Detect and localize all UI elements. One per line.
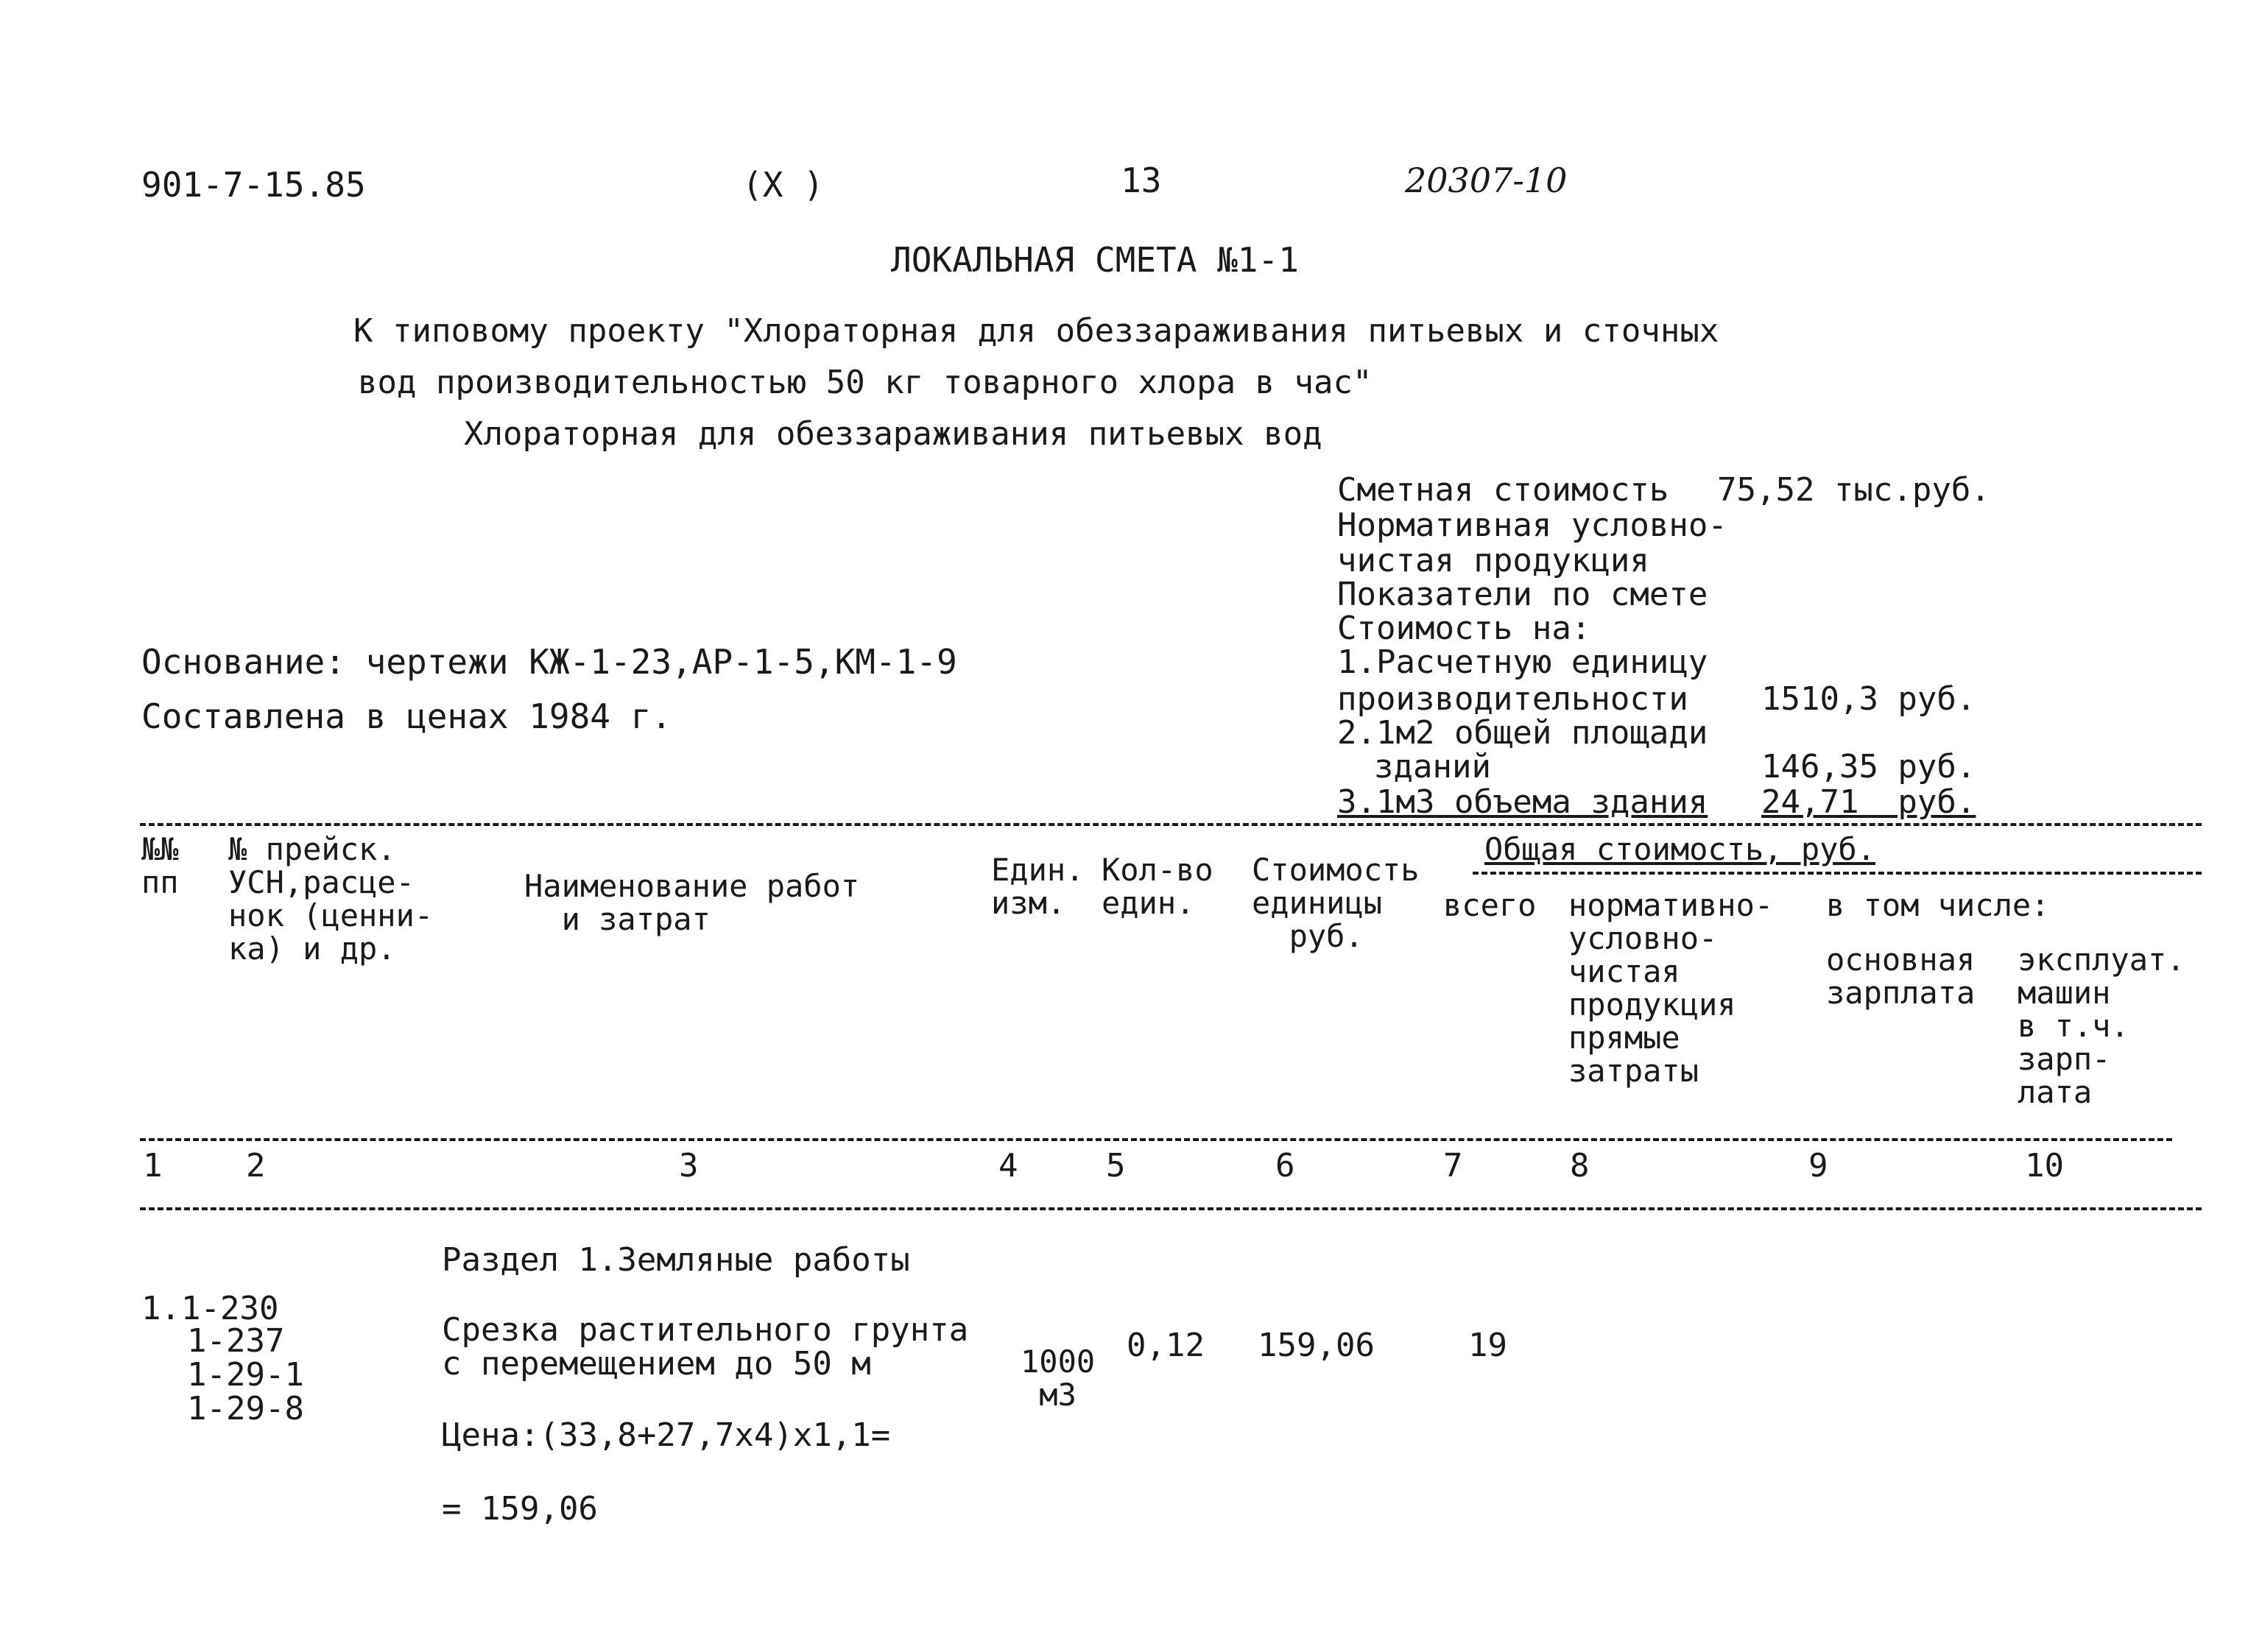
- row-unit: 1000 м3: [1021, 1344, 1096, 1413]
- col-header-code: № прейск. УСН,расце- нок (ценни- ка) и др.: [228, 831, 434, 967]
- column-number: 6: [1275, 1147, 1295, 1185]
- col-header-salary: основная зарплата: [1826, 942, 1976, 1011]
- indicator-line: зданий: [1374, 748, 1491, 786]
- row-code: 1-230: [181, 1290, 279, 1327]
- indicator-line: 3.1м3 объема здания: [1337, 783, 1708, 821]
- indicator-value: 146,35 руб.: [1761, 748, 1976, 786]
- col-header-unit: Един. изм.: [991, 852, 1085, 921]
- row-price-calc: Цена:(33,8+27,7х4)х1,1=: [442, 1416, 891, 1454]
- col-header-machines: эксплуат. машин в т.ч. зарп- лата: [2018, 942, 2185, 1110]
- row-work-name: Срезка растительного грунта с перемещением до 50 м: [442, 1311, 969, 1383]
- indicator-value: 24,71 руб.: [1761, 783, 1976, 821]
- indicator-line: Нормативная условно-: [1337, 506, 1727, 544]
- indicator-line: 1.Расчетную единицу: [1337, 643, 1708, 681]
- album-marker: (X ): [742, 165, 824, 205]
- header-bottom-rule: [140, 1138, 2172, 1141]
- project-line-1: К типовому проекту "Хлораторная для обеззараживания питьевых и сточных: [353, 312, 1719, 350]
- indicator-line: 2.1м2 общей площади: [1337, 714, 1708, 752]
- col-header-qty: Кол-во един.: [1102, 852, 1213, 921]
- col-header-number: №№ пп: [141, 831, 179, 900]
- estimated-cost-label: Сметная стоимость: [1337, 471, 1669, 509]
- col-header-normative: нормативно- условно- чистая продукция прямые затраты: [1568, 887, 1774, 1089]
- row-code: 1-29-8: [187, 1390, 304, 1427]
- column-number: 1: [143, 1147, 163, 1185]
- indicator-line: Стоимость на:: [1337, 610, 1591, 647]
- project-line-2: вод производительностью 50 кг товарного хлора в час": [358, 364, 1373, 401]
- row-unit-price: 159,06: [1258, 1327, 1375, 1364]
- numbers-bottom-rule: [140, 1207, 2202, 1210]
- indicator-value: 1510,3 руб.: [1761, 680, 1976, 718]
- column-number: 3: [679, 1147, 699, 1185]
- col-header-total-group: Общая стоимость, руб.: [1484, 831, 1876, 867]
- handwritten-note: 20307-10: [1405, 160, 1568, 200]
- row-code: 1-237: [187, 1322, 285, 1360]
- col-header-name: Наименование работ и затрат: [524, 868, 860, 937]
- column-number: 4: [998, 1147, 1018, 1185]
- row-number: 1.: [141, 1290, 180, 1327]
- document-code: 901-7-15.85: [141, 165, 366, 205]
- column-number: 5: [1106, 1147, 1126, 1185]
- page-number: 13: [1121, 160, 1162, 200]
- row-qty: 0,12: [1127, 1327, 1205, 1364]
- table-top-rule: [140, 823, 2202, 826]
- col-header-unit-price: Стоимость единицы руб.: [1252, 852, 1420, 954]
- col-header-total: всего: [1443, 887, 1537, 923]
- project-subtitle: Хлораторная для обеззараживания питьевых вод: [464, 415, 1322, 453]
- column-number: 10: [2025, 1147, 2064, 1185]
- row-total: 19: [1468, 1327, 1507, 1364]
- section-title: Раздел 1.Земляные работы: [442, 1241, 910, 1279]
- basis-drawings: Основание: чертежи КЖ-1-23,АР-1-5,КМ-1-9: [141, 642, 957, 682]
- basis-prices: Составлена в ценах 1984 г.: [141, 696, 672, 736]
- row-code: 1-29-1: [187, 1356, 304, 1394]
- indicator-line: производительности: [1337, 680, 1688, 718]
- indicator-line: чистая продукция: [1337, 542, 1649, 579]
- col-header-including: в том числе:: [1826, 887, 2050, 923]
- column-number: 9: [1808, 1147, 1828, 1185]
- estimated-cost-value: 75,52 тыс.руб.: [1717, 471, 1990, 509]
- indicator-line: Показатели по смете: [1337, 576, 1708, 613]
- document-title: ЛОКАЛЬНАЯ СМЕТА №1-1: [891, 240, 1299, 280]
- row-price-result: = 159,06: [442, 1490, 598, 1528]
- column-number: 2: [246, 1147, 266, 1185]
- column-number: 8: [1570, 1147, 1590, 1185]
- total-group-rule: [1473, 872, 2202, 875]
- column-number: 7: [1443, 1147, 1463, 1185]
